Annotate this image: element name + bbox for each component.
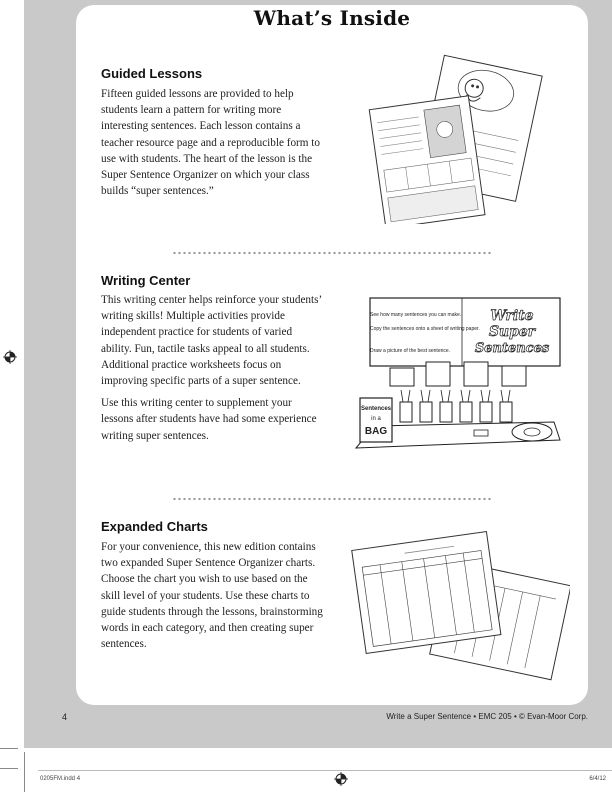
lesson-pages-illustration [368,54,548,224]
section-body-expanded-charts [101,539,323,658]
slug-file: 0205FM.indd 4 [40,776,81,782]
registration-mark-icon [334,772,348,786]
section-body-writing-center [101,292,323,450]
paragraph: Fifteen guided lessons are provided to help students learn a pattern for writing more interesting sentences. Each lesson contains a teacher resource page and a reproducible form to use with students. The heart of the lesson is the Super Sentence Organizer on which your class builds “super sentences.” [101,88,320,198]
dotted-divider [172,251,492,255]
bag-label-line: in a [371,416,381,422]
paragraph: Use this writing center to supplement your lessons after students have had some experience writing super sentences. [101,397,317,442]
paragraph: This writing center helps reinforce your students’ writing skills! Multiple activities provide independent practice for students of varied ability. Fun, tactile tasks appeal to all students. Additional practice worksheets focus on improving specific parts of a super sentence. [101,294,322,388]
board-title-line: Super [488,324,536,340]
organizer-charts-illustration [350,520,570,700]
paragraph: For your convenience, this new edition contains two expanded Super Sentence Organizer charts. Choose the chart you wish to use based on the skill level of your students. Use these charts to guide students through the lessons, brainstorming words in each category, and then creating super sentences. [101,541,323,651]
crop-mark [0,748,18,749]
registration-mark-icon [3,350,17,364]
slug-line [38,770,612,771]
page-title: What’s Inside [253,6,411,30]
section-heading-writing-center: Writing Center [101,273,191,288]
footer-credit: Write a Super Sentence • EMC 205 • © Evan-Moor Corp. [386,712,588,721]
page-number: 4 [62,712,68,722]
bag-label-line: BAG [364,426,388,437]
section-body-guided-lessons [101,86,323,205]
dotted-divider [172,497,492,501]
crop-mark [24,752,25,792]
slug-date: 6/4/12 [589,776,606,782]
board-title-line: Sentences [474,341,550,356]
writing-center-illustration [354,292,566,452]
board-title-line: Write [490,308,534,324]
board-text-line: See how many sentences you can make. [370,312,462,318]
board-text-line: Draw a picture of the best sentence. [370,348,451,354]
section-heading-expanded-charts: Expanded Charts [101,519,208,534]
board-text-line: Copy the sentences onto a sheet of writing paper. [370,326,480,332]
section-heading-guided-lessons: Guided Lessons [101,66,203,81]
bag-label-line: Sentences [360,406,392,412]
crop-mark [0,768,18,769]
